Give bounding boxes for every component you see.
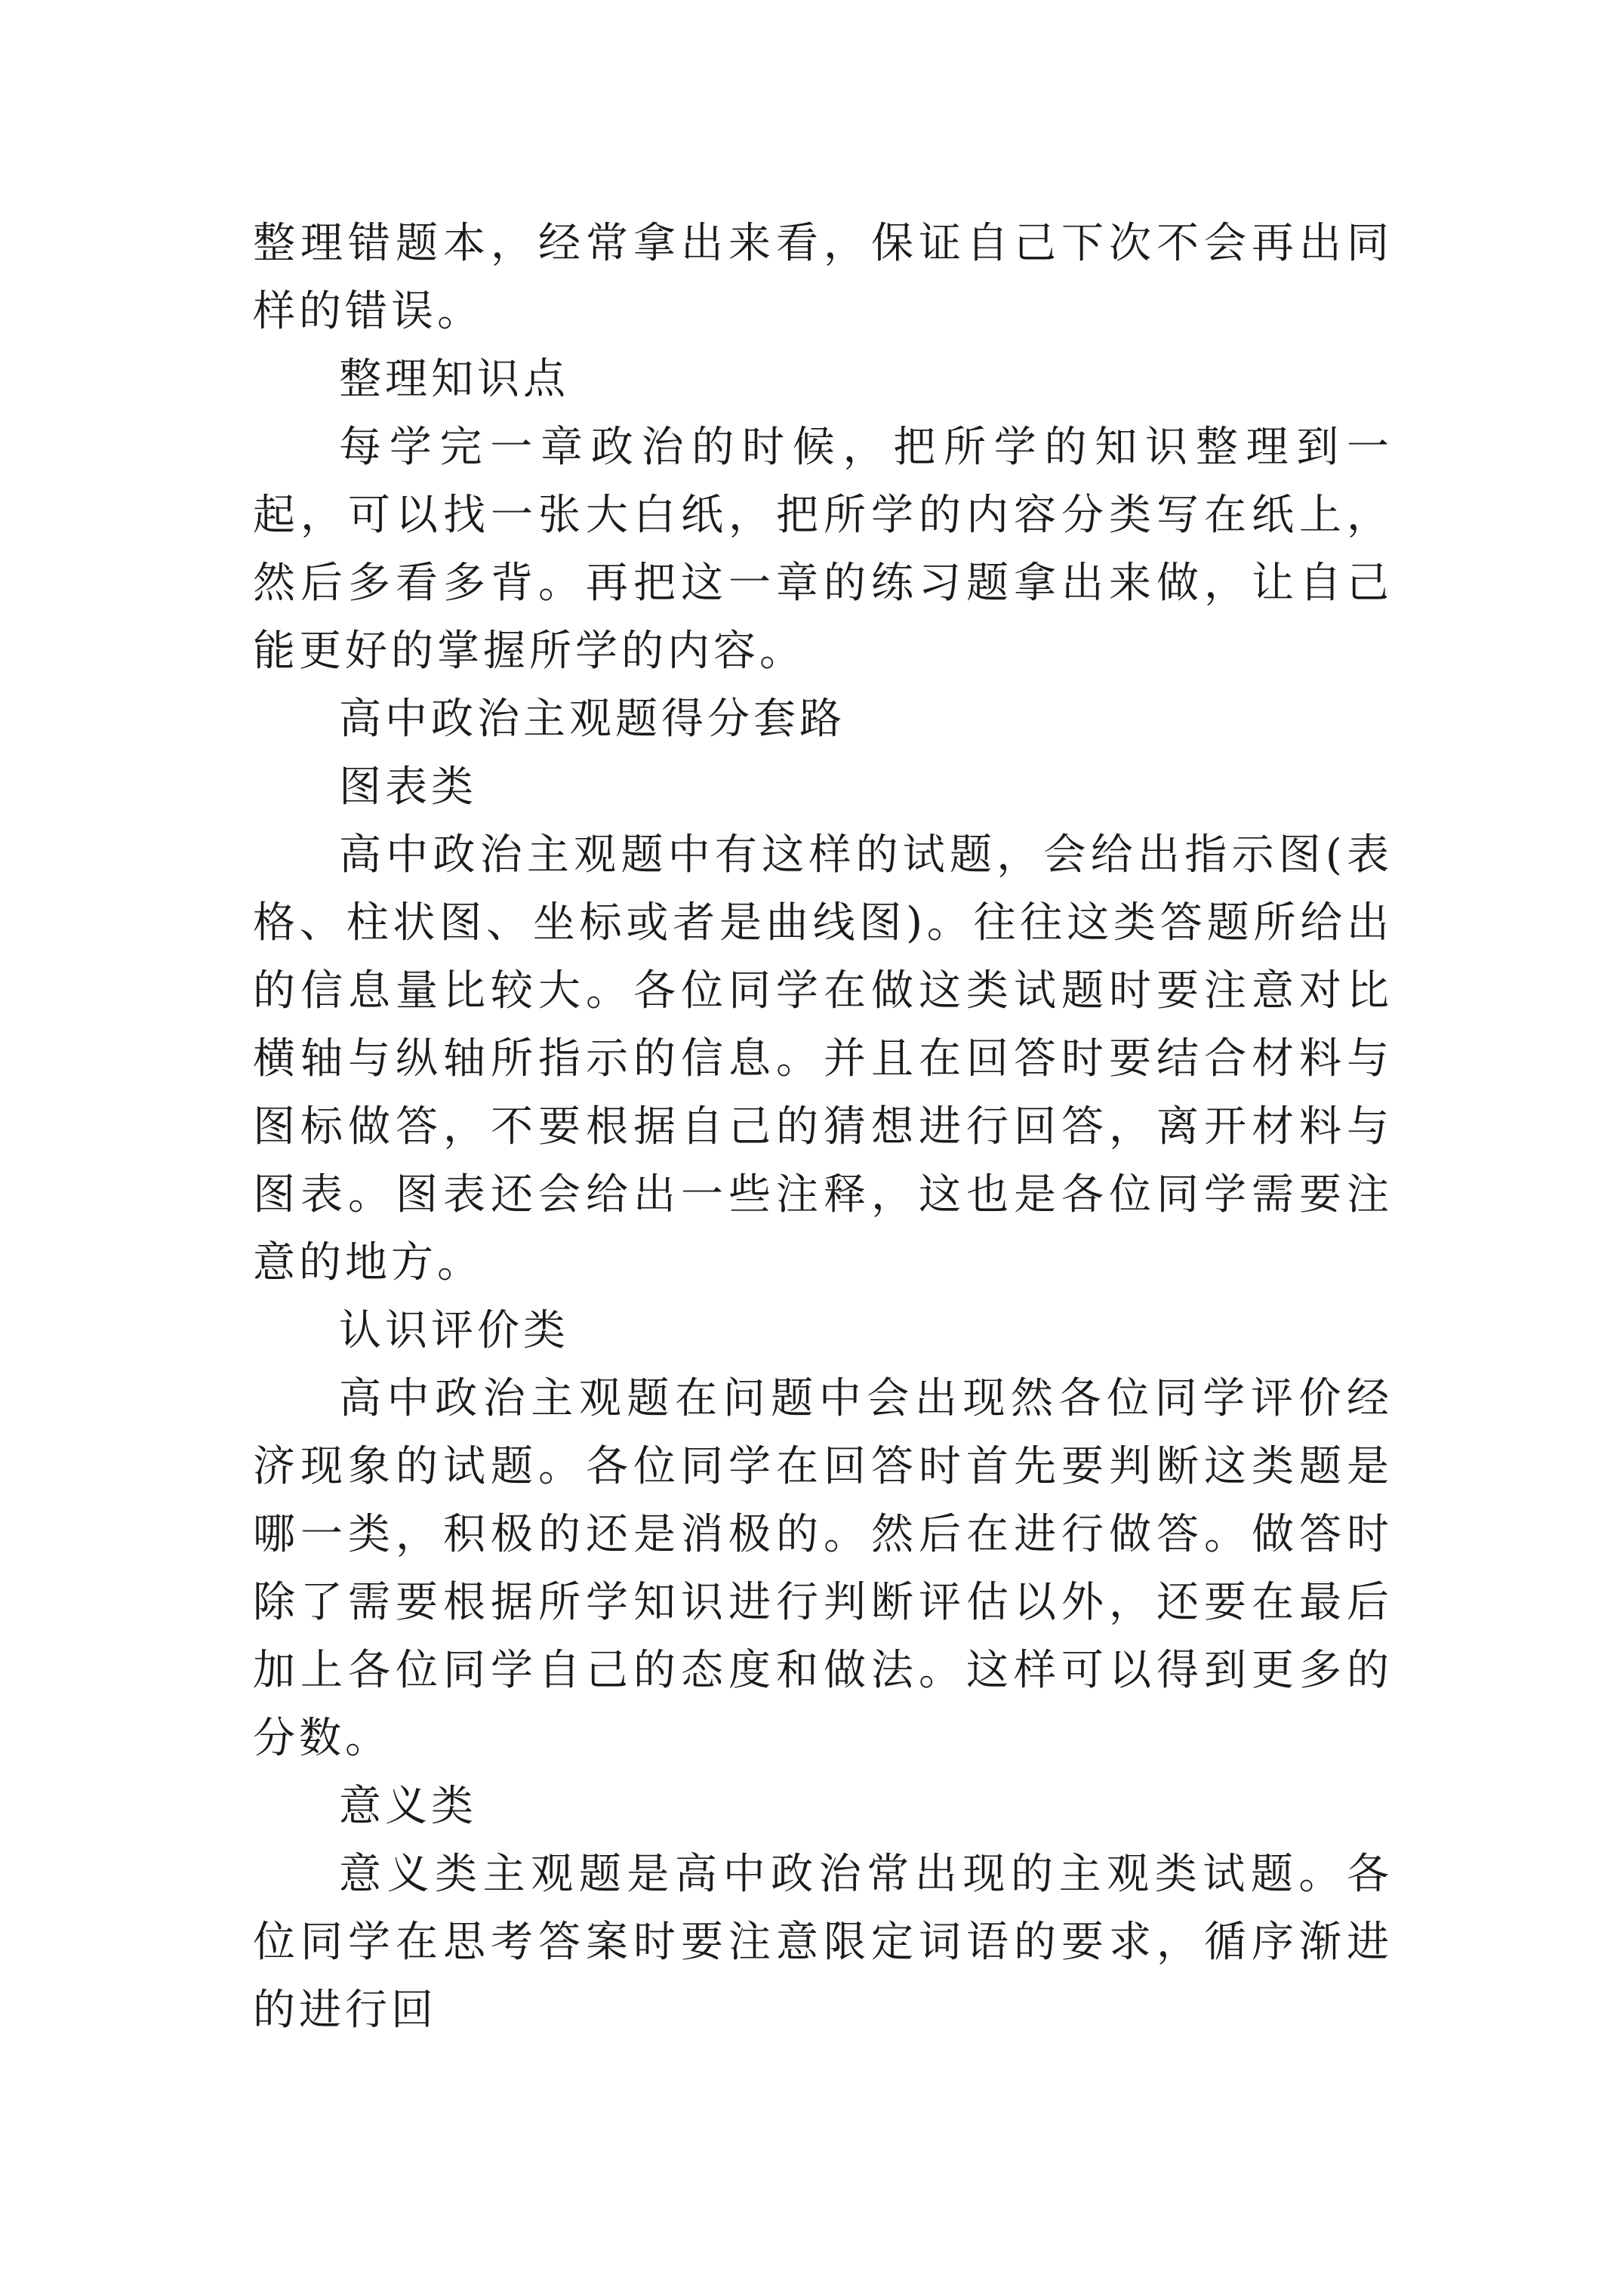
paragraph-evaluation-type: 高中政治主观题在问题中会出现然各位同学评价经济现象的试题。各位同学在回答时首先要判断这类题是哪一类，积极的还是消极的。然后在进行做答。做答时除了需要根据所学知识进行判断评估以外，还要在最后加上各位同学自己的态度和做法。这样可以得到更多的分数。 xyxy=(253,1374,1393,1763)
heading-subjective-scoring: 高中政治主观题得分套路 xyxy=(339,695,845,744)
heading-chart-type: 图表类 xyxy=(339,763,477,812)
paragraph-mistake-notebook: 整理错题本，经常拿出来看，保证自己下次不会再出同样的错误。 xyxy=(253,219,1393,336)
heading-meaning-type: 意义类 xyxy=(339,1782,477,1831)
paragraph-organize-knowledge: 每学完一章政治的时候，把所学的知识整理到一起，可以找一张大白纸，把所学的内容分类写在纸上，然后多看多背。再把这一章的练习题拿出来做，让自己能更好的掌握所学的内容。 xyxy=(253,423,1393,676)
heading-organize-knowledge: 整理知识点 xyxy=(339,355,569,404)
paragraph-meaning-type: 意义类主观题是高中政治常出现的主观类试题。各位同学在思考答案时要注意限定词语的要求，循序渐进的进行回 xyxy=(253,1850,1393,2035)
heading-evaluation-type: 认识评价类 xyxy=(339,1306,569,1355)
paragraph-chart-type: 高中政治主观题中有这样的试题，会给出指示图(表格、柱状图、坐标或者是曲线图)。往往这类答题所给出的信息量比较大。各位同学在做这类试题时要注意对比横轴与纵轴所指示的信息。并且在回答时要结合材料与图标做答，不要根据自己的猜想进行回答，离开材料与图表。图表还会给出一些注释，这也是各位同学需要注意的地方。 xyxy=(253,831,1393,1287)
document-body xyxy=(253,210,1393,2045)
